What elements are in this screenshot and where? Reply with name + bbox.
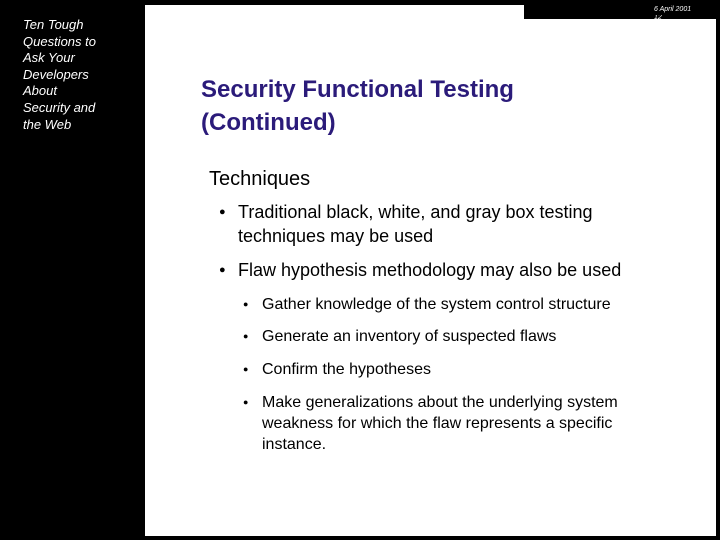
- sub-bullet-text-line: Make generalizations about the underlying system: [262, 394, 618, 411]
- sub-bullet-item: [243, 294, 611, 315]
- slide-title-line-2: (Continued): [201, 109, 336, 136]
- sub-bullet-item: [243, 359, 431, 380]
- bullet-dot-icon: ●: [243, 364, 249, 374]
- bullet-item: [219, 258, 622, 282]
- bullet-dot-icon: ●: [219, 206, 226, 218]
- sub-bullet-text-line: Gather knowledge of the system control structure: [262, 296, 611, 313]
- sub-bullet-item: [243, 326, 557, 347]
- bullet-text-line: techniques may be used: [238, 226, 434, 246]
- slide-title-line-1: Security Functional Testing: [201, 76, 514, 103]
- slide-date: 6 April 2001: [654, 6, 692, 13]
- bullet-dot-icon: ●: [243, 331, 249, 341]
- bullet-item: [219, 200, 593, 248]
- bullet-dot-icon: ●: [219, 264, 226, 276]
- sub-bullet-text-line: Generate an inventory of suspected flaws: [262, 328, 557, 345]
- bullet-dot-icon: ●: [243, 299, 249, 309]
- sidebar-title: Ten Tough Questions to Ask Your Developers About Security and the Web: [23, 17, 96, 132]
- sub-bullet-text-line: instance.: [262, 436, 327, 453]
- slide-page-number: 12: [654, 15, 662, 19]
- sidebar: [0, 0, 145, 540]
- bullet-text-line: Flaw hypothesis methodology may also be used: [238, 260, 622, 280]
- slide-title: [201, 73, 514, 139]
- bullet-text-line: Traditional black, white, and gray box testing: [238, 202, 593, 222]
- sub-bullet-text-line: weakness for which the flaw represents a specific: [262, 415, 613, 432]
- sub-bullet-item: [243, 392, 618, 455]
- bullet-dot-icon: ●: [243, 397, 249, 407]
- sub-bullet-text-line: Confirm the hypotheses: [262, 361, 431, 378]
- section-heading: Techniques: [209, 168, 311, 190]
